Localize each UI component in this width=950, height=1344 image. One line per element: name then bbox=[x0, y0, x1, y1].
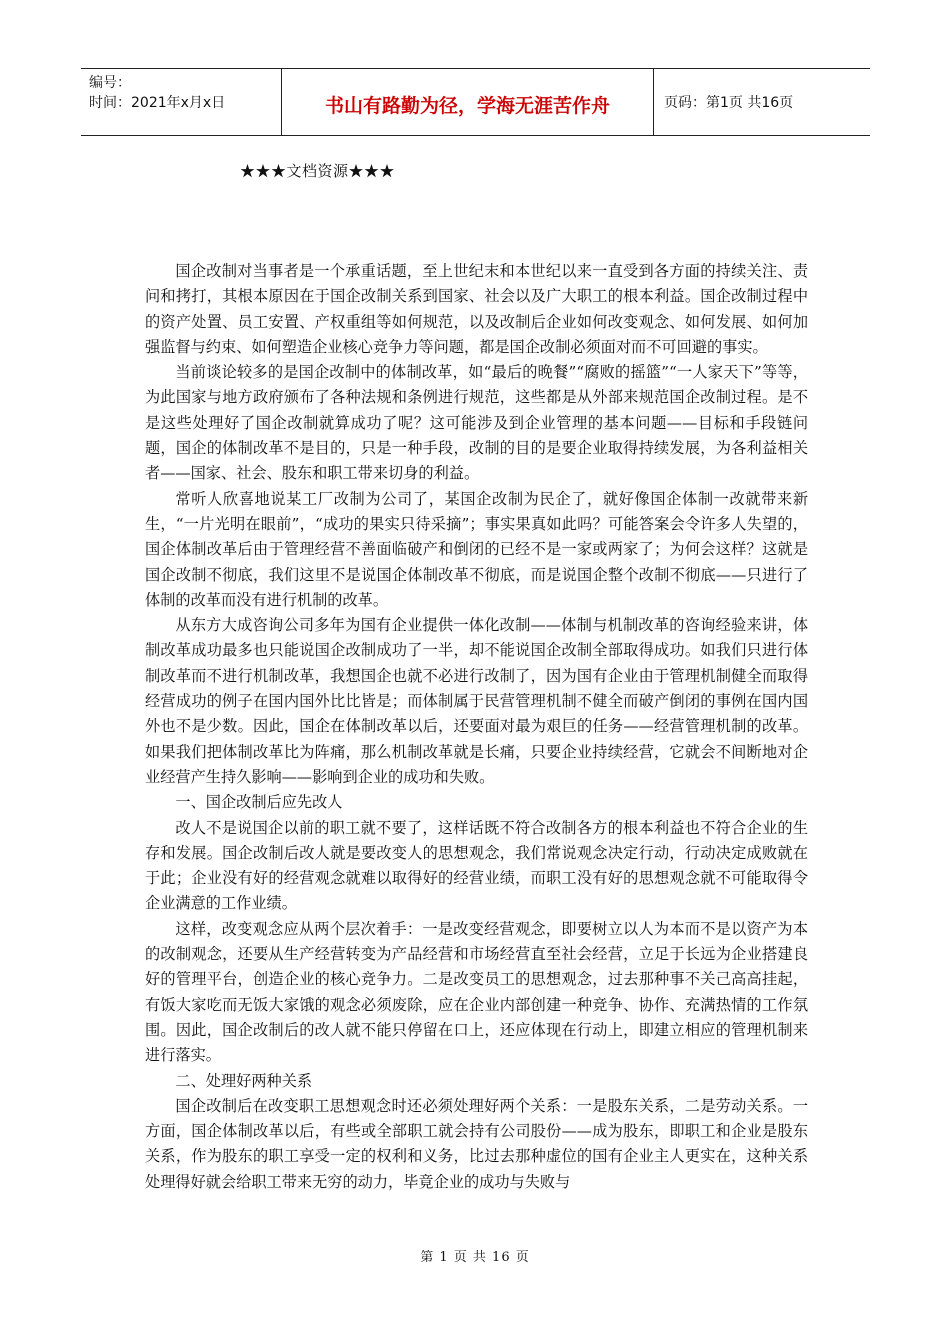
body-paragraph: 国企改制对当事者是一个承重话题，至上世纪末和本世纪以来一直受到各方面的持续关注、责问和拷打，其根本原因在于国企改制关系到国家、社会以及广大职工的根本利益。国企改制过程中的资产处置、员工安置、产权重组等如何规范，以及改制后企业如何改变观念、如何发展、如何加强监督与约束、如何塑造企业核心竞争力等问题，都是国企改制必须面对而不可回避的事实。 bbox=[145, 262, 808, 356]
body-paragraph: 常听人欣喜地说某工厂改制为公司了，某国企改制为民企了，就好像国企体制一改就带来新生，“一片光明在眼前”，“成功的果实只待采摘”；事实果真如此吗？可能答案会令许多人失望的，国企体制改革后由于管理经营不善面临破产和倒闭的已经不是一家或两家了；为何会这样？这就是国企改制不彻底，我们这里不是说国企体制改革不彻底，而是说国企整个改制不彻底——只进行了体制的改革而没有进行机制的改革。 bbox=[145, 489, 808, 609]
header-motto: 书山有路勤为径，学海无涯苦作舟 bbox=[324, 94, 610, 117]
page-footer: 第 1 页 共 16 页 bbox=[420, 1250, 530, 1265]
body-paragraph: 改人不是说国企以前的职工就不要了，这样话既不符合改制各方的根本利益也不符合企业的生存和发展。国企改制后改人就是要改变人的思想观念，我们常说观念决定行动，行动决定成败就在于此；企业没有好的经营观念就难以取得好的经营业绩，而职工没有好的思想观念就不可能取得令企业满意的工作业绩。 bbox=[145, 818, 808, 913]
document-number-label: 编号： bbox=[89, 75, 131, 91]
body-paragraph: 从东方大成咨询公司多年为国有企业提供一体化改制——体制与机制改革的咨询经验来讲，体制改革成功最多也只能说国企改制成功了一半，却不能说国企改制全部取得成功。如我们只进行体制改革而不进行机制改革，我想国企也就不必进行改制了，因为国有企业由于管理机制健全而取得经营成功的例子在国内国外比比皆是；而体制属于民营管理机制不健全而破产倒闭的事例在国内国外也不是少数。因此，国企在体制改革以后，还要面对最为艰巨的任务——经营管理机制的改革。如果我们把体制改革比为阵痛，那么机制改革就是长痛，只要企业持续经营，它就会不间断地对企业经营产生持久影响——影响到企业的成功和失败。 bbox=[145, 616, 808, 786]
section-heading: 一、国企改制后应先改人 bbox=[175, 793, 343, 812]
document-date-label: 时间：2021年x月x日 bbox=[89, 95, 226, 111]
header-page-cell bbox=[654, 69, 870, 135]
body-paragraph: 国企改制后在改变职工思想观念时还必须处理好两个关系：一是股东关系，二是劳动关系。一方面，国企体制改革以后，有些或全部职工就会持有公司股份——成为股东，即职工和企业是股东关系，作为股东的职工享受一定的权利和义务，比过去那种虚位的国有企业主人更实在，这种关系处理得好就会给职工带来无穷的动力，毕竟企业的成功与失败与 bbox=[145, 1096, 808, 1191]
header-table bbox=[81, 68, 870, 136]
body-paragraph: 当前谈论较多的是国企改制中的体制改革，如“最后的晚餐”“腐败的摇篮”“一人家天下”等等，为此国家与地方政府颁布了各种法规和条例进行规范，这些都是从外部来规范国企改制过程。是不是这些处理好了国企改制就算成功了呢？这可能涉及到企业管理的基本问题——目标和手段链问题，国企的体制改革不是目的，只是一种手段，改制的目的是要企业取得持续发展，为各利益相关者——国家、社会、股东和职工带来切身的利益。 bbox=[145, 363, 808, 483]
resource-banner: ★★★文档资源★★★ bbox=[240, 162, 396, 180]
header-meta-cell bbox=[81, 69, 282, 135]
header-motto-cell bbox=[282, 69, 654, 135]
section-heading: 二、处理好两种关系 bbox=[175, 1071, 313, 1090]
body-paragraph: 这样，改变观念应从两个层次着手：一是改变经营观念，即要树立以人为本而不是以资产为本的改制观念，还要从生产经营转变为产品经营和市场经营直至社会经营，立足于长远为企业搭建良好的管理平台，创造企业的核心竞争力。二是改变员工的思想观念，过去那种事不关己高高挂起，有饭大家吃而无饭大家饿的观念必须废除，应在企业内部创建一种竞争、协作、充满热情的工作氛围。因此，国企改制后的改人就不能只停留在口上，还应体现在行动上，即建立相应的管理机制来进行落实。 bbox=[145, 919, 808, 1065]
document-body bbox=[145, 259, 808, 1195]
header-page-info: 页码：第1页 共16页 bbox=[664, 95, 794, 111]
